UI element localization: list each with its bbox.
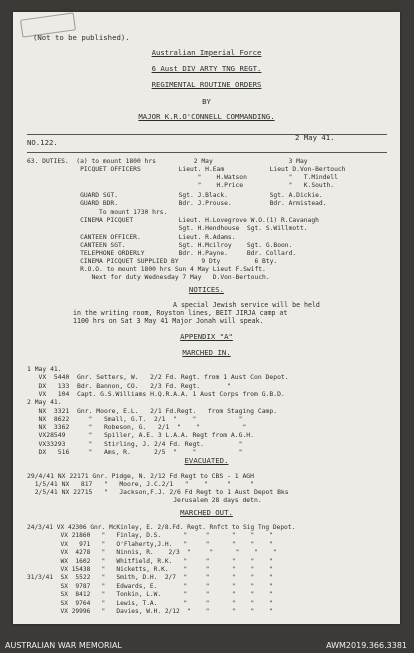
unit-heading: 6 Aust DIV ARTY TNG REGT. (151, 64, 262, 73)
list-item: WX 1602 " Whitfield, R.K. " " " " " (27, 557, 273, 565)
list-item: VX 971 " O'Flaherty,J.H. " " " " " (27, 540, 273, 548)
footer-source: AUSTRALIAN WAR MEMORIAL (5, 641, 122, 650)
list-item: VX 5440 Gnr. Setters, W. 2/2 Fd. Regt. from 1 Aust Con Depot. (27, 373, 289, 382)
list-item: VX 15438 " Nicketts, R.K. " " " " " (27, 566, 273, 573)
list-item: 1 May 41. (27, 365, 62, 373)
list-item: 2 May 41. (27, 398, 62, 407)
footer-accession: AWM2019.366.3381 (326, 641, 407, 650)
list-item: VX 4278 " Ninnis, R. 2/3 " " " " " (27, 549, 277, 557)
not-published-note: (Not to be published). (33, 33, 130, 42)
list-item: 24/3/41 VX 42306 Gnr. McKinley, E. 2/8.Fd. Regt. Rnfct to Sig Tng Depot. (27, 524, 296, 531)
document-page: (Not to be published). Australian Imperial Force 6 Aust DIV ARTY TNG REGT. REGIMENTAL ROUTINE ORDERS BY MAJOR K.R.O'CONNELL COMMANDING. NO.122. 2 May 41. 63. DUTIES. (a) to mount 1800 hrs 2 May 3 May PICQUET OFFICERS Lieut. H.Eam Lieut D.Von-Bertouch " H.Watson " T.Mindell " H.Price " K.South. GUARD SGT. Sgt. J.Black. Sgt. A.Dickie. GUARD BDR. Bdr. J.Prouse. Bdr. Armistead. To mount 1730 hrs. CINEMA PICQUET Lieut. H.Lovegrove W.O.(1) R.Cavanagh Sgt. H.Hendhouse Sgt. S.Willmott. CANTEEN OFFICER. Lieut. R.Adams. CANTEEN SGT. Sgt. H.Mcilroy Sgt. G.Boon. TELEPHONE ORDERLY Bdr. H.Payne. Bdr. Collard. CINEMA PICQUET SUPPLIED BY 9 Dty 6 Bty. R.O.O. to mount 1800 hrs Sun 4 May Lieut F.Swift. Next for duty Wednesday 7 May D.Von-Bertouch. NOTICES. A special Jewish service will be held in the writing room, Royston lines, BEIT JIRJA camp at 1100 hrs on Sat 3 May 41 Major Jonah will speak. APPENDIX "A" MARCHED IN. 1 May 41. VX 5440 Gnr. Setters, W. 2/2 Fd. Regt. from 1 Aust Con Depot. DX 133 Bdr. Bannon, CO. 2/3 Fd. Regt. " VX 104 Capt. G.S.Williams H.Q.R.A.A. 1 Aust Corps from G.B.D. 2 May 41. NX 3321 Gnr. Moore, E.L. 2/1 Fd.Regt. from Staging Camp. NX 8622 " Small, G.T. 2/1 " " " NX 3362 " Robeson, G. 2/1 " " " VX28549 " Spiller, A.E. 3 L.A.A. Regt from A.G.H. VX33293 " Stirling, J. 2/4 Fd. Regt. " DX 516 " Ams, R. 2/5 " " " EVACUATED. 29/4/41 NX 22171 Gnr. Pidge, N. 2/12 Fd Regt to CBS - 1 AGH 1/5/41 NX 817 " Moore, J.C.2/1 " " " " 2/5/41 NX 22715 " Jackson,F.J. 2/6 Fd Regt to 1 Aust Depot Bks Jerusalem 28 days detn. MARCHED OUT. 24/3/41 VX 42306 Gnr. McKinley, E. 2/8.Fd. Regt. Rnfct to Sig Tng Depot. VX 21860 " Finlay, D.S. " " " " " VX 971 " O'Flaherty,J.H. " " " " " VX 4278 " Ninnis, R. 2/3 " " " " " WX 1602 " Whitfield, R.K. " " " " " VX 15438 " Nicketts, R.K. " " " " " 31/3/41 SX 5522 " Smith, D.H. 2/7 " " " " " SX 9787 " Edwards, E. " " " " " SX 8412 " Tonkin, L.W. " " " " " SX 9764 " Lewis, T.A. " " " " " VX 29996 " Davies, W.H. 2/12 " " " " " (13, 12, 400, 624)
notice-text-3: 1100 hrs on Sat 3 May 41 Major Jonah will speak. (73, 317, 264, 325)
list-item: NX 3321 Gnr. Moore, E.L. 2/1 Fd.Regt. from Staging Camp. (27, 406, 278, 415)
list-item: VX 29996 " Davies, W.H. 2/12 " " " " " (27, 608, 273, 615)
order-date: 2 May 41. (295, 133, 335, 142)
footer-bar (0, 638, 414, 653)
list-item: NX 3362 " Robeson, G. 2/1 " " " (27, 423, 247, 432)
list-item: NX 8622 " Small, G.T. 2/1 " " " (27, 414, 243, 423)
notice-text-2: in the writing room, Royston lines, BEIT JIRJA camp at (73, 309, 288, 317)
list-item: SX 8412 " Tonkin, L.W. " " " " " (27, 591, 273, 599)
list-item: 29/4/41 NX 22171 Gnr. Pidge, N. 2/12 Fd Regt to CBS - 1 AGH (27, 472, 255, 480)
header-rule-bottom (27, 152, 387, 153)
marched-out-heading: MARCHED OUT. (180, 508, 233, 517)
orders-title: REGIMENTAL ROUTINE ORDERS (151, 80, 262, 89)
list-item: VX 104 Capt. G.S.Williams H.Q.R.A.A. 1 Aust Corps from G.B.D. (27, 389, 285, 398)
appendix-heading: APPENDIX "A" (180, 332, 233, 341)
list-item: SX 9764 " Lewis, T.A. " " " " " (27, 599, 273, 607)
commander-line: MAJOR K.R.O'CONNELL COMMANDING. (138, 112, 275, 121)
list-item: 1/5/41 NX 817 " Moore, J.C.2/1 " " " " (27, 480, 255, 488)
list-item: SX 9787 " Edwards, E. " " " " " (27, 582, 273, 590)
list-item: DX 133 Bdr. Bannon, CO. 2/3 Fd. Regt. " (27, 381, 231, 390)
force-heading: Australian Imperial Force (151, 48, 262, 57)
list-item: 2/5/41 NX 22715 " Jackson,F.J. 2/6 Fd Regt to 1 Aust Depot Bks (27, 488, 289, 496)
list-item: DX 516 " Ams, R. 2/5 " " " (27, 448, 243, 456)
list-item: VX 21860 " Finlay, D.S. " " " " " (27, 532, 273, 540)
marched-in-heading: MARCHED IN. (182, 348, 231, 357)
by-line: BY (202, 97, 211, 106)
list-item: Jerusalem 28 days detn. (27, 496, 262, 504)
notices-heading: NOTICES. (188, 285, 225, 294)
list-item: 31/3/41 SX 5522 " Smith, D.H. 2/7 " " " " " (27, 574, 273, 582)
order-number: NO.122. (27, 138, 58, 147)
list-item: VX28549 " Spiller, A.E. 3 L.A.A. Regt from A.G.H. (27, 431, 255, 440)
evacuated-heading: EVACUATED. (184, 456, 229, 465)
notice-text-1: A special Jewish service will be held (173, 301, 320, 309)
list-item: VX33293 " Stirling, J. 2/4 Fd. Regt. " (27, 439, 243, 448)
